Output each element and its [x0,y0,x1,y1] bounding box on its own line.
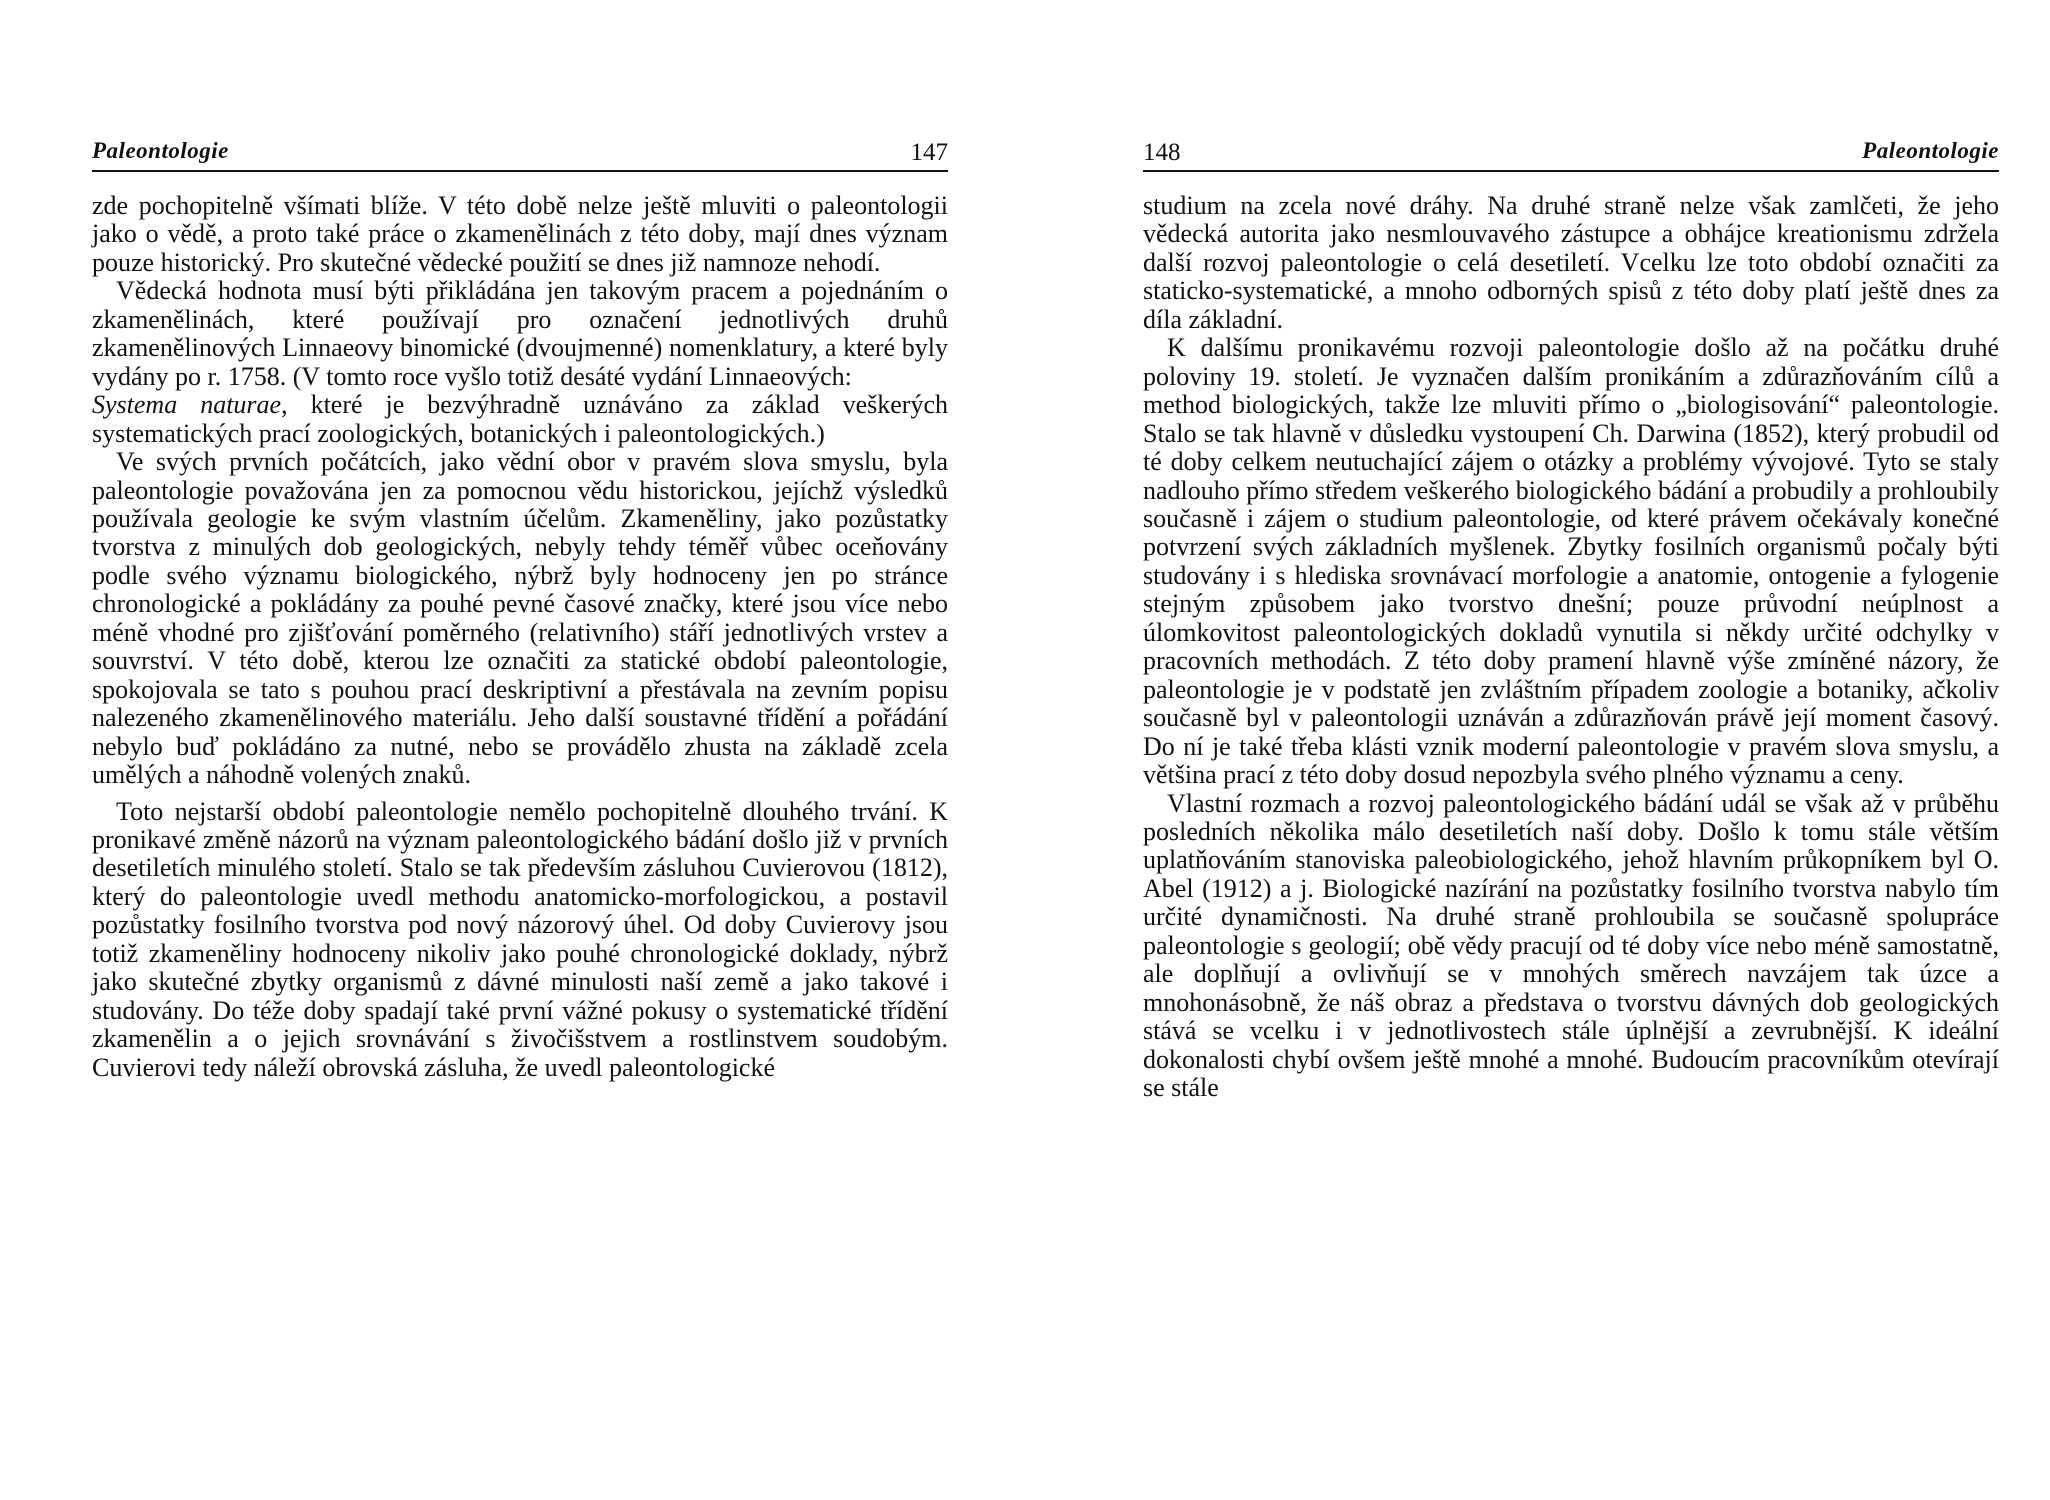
left-page-header [92,134,948,172]
paragraph: K dalšímu pronikavému rozvoji paleontologie došlo až na počátku druhé poloviny 19. století. Je vyznačen dalším pronikáním a zdůrazňováním cílů a method biologických, takže lze mluviti přímo o „biologisování“ paleontologie. Stalo se tak hlavně v důsledku vystoupení Ch. Darwina (1852), který probudil od té doby celkem neutuchající zájem o otázky a problémy vývojové. Tyto se staly nadlouho přímo středem veškerého biologického bádání a probudily a prohloubily současně i zájem o studium paleontologie, od které právem očekávaly konečné potvrzení svých základních myšlenek. Zbytky fosilních organismů počaly býti studovány i s hlediska srovnávací morfologie a anatomie, ontogenie a fylogenie stejným způsobem jako tvorstvo dnešní; pouze průvodní neúplnost a úlomkovitost paleontologických dokladů vynutila si někdy určité odchylky v pracovních methodách. Z této doby pramení hlavně výše zmíněné názory, že paleontologie je v podstatě jen zvláštním případem zoologie a botaniky, ačkoliv současně byl v paleontologii uznáván a zdůrazňován právě její moment časový. Do ní je také třeba klásti vznik moderní paleontologie v pravém slova smyslu, a většina prací z této doby dosud nepozbyla svého plného významu a ceny. [1143,333,1999,790]
paragraph: Ve svých prvních počátcích, jako vědní obor v pravém slova smyslu, byla paleontologie považována jen za pomocnou vědu historickou, jejíchž výsledků používala geologie ke svým vlastním účelům. Zkameněliny, jako pozůstatky tvorstva z minulých dob geologických, nebyly tehdy téměř vůbec oceňovány podle svého významu biologického, nýbrž byly hodnoceny jen po stránce chronologické a pokládány za pouhé pevné časové značky, které jsou více nebo méně vhodné pro zjišťování poměrného (relativního) stáří jednotlivých vrstev a souvrství. V této době, kterou lze označiti za statické období paleontologie, spokojovala se tato s pouhou prací deskriptivní a přestávala na zevním popisu nalezeného zkamenělinového materiálu. Jeho další soustavné třídění a pořádání nebylo buď pokládáno za nutné, nebo se provádělo zhusta na základě zcela umělých a náhodně volených znaků. [92,447,948,790]
paragraph-text: Vědecká hodnota musí býti přikládána jen takovým pracem a pojednáním o zkamenělinách, které používají pro označení jednotlivých druhů zkamenělinových Linnaeovy binomické (dvoujmenné) nomenklatury, a které byly vydány po r. 1758. (V tomto roce vyšlo totiž desáté vydání Linnaeových: [92,276,948,391]
paragraph-text: , které je bezvýhradně uznáváno za základ veškerých systematických prací zoologických, botanických i paleontologických.) [92,390,948,448]
left-page-body [92,192,948,1082]
paragraph [92,277,948,448]
right-page-header [1143,134,1999,172]
page-number: 147 [910,139,948,166]
page-number: 148 [1143,139,1181,166]
paragraph: Vlastní rozmach a rozvoj paleontologického bádání udál se však až v průběhu posledních několika málo desetiletích naší doby. Došlo k tomu stále větším uplatňováním stanoviska paleobiologického, jehož hlavním průkopníkem byl O. Abel (1912) a j. Biologické nazírání na pozůstatky fosilního tvorstva nabylo tím určité dynamičnosti. Na druhé straně prohloubila se současně spolupráce paleontologie s geologií; obě vědy pracují od té doby více nebo méně samostatně, ale doplňují a ovlivňují se v mnohých směrech navzájem tak úzce a mnohonásobně, že náš obraz a představa o tvorstvu dávných dob geologických stává se vcelku i v jednotlivostech stále úplnější a zevrubnější. K ideální dokonalosti chybí ovšem ještě mnohé a mnohé. Budoucím pracovníkům otevírají se stále [1143,788,1999,1103]
running-head: Paleontologie [1862,138,1999,163]
book-title: Systema naturae [92,390,282,420]
paragraph: zde pochopitelně všímati blíže. V této době nelze ještě mluviti o paleontologii jako o vědě, a proto také práce o zkamenělinách z této doby, mají dnes význam pouze historický. Pro skutečné vědecké použití se dnes již namnoze nehodí. [92,191,948,277]
right-page [1025,0,2050,1500]
right-page-body [1143,192,1999,1103]
running-head: Paleontologie [92,138,229,163]
paragraph: studium na zcela nové dráhy. Na druhé straně nelze však zamlčeti, že jeho vědecká autorita jako nesmlouvavého zástupce a obhájce kreationismu zdržela další rozvoj paleontologie o celá desetiletí. Vcelku lze toto období označiti za staticko-systematické, a mnoho odborných spisů z této doby platí ještě dnes za díla základní. [1143,191,1999,334]
paragraph: Toto nejstarší období paleontologie nemělo pochopitelně dlouhého trvání. K pronikavé změně názorů na význam paleontologického bádání došlo již v prvních desetiletích minulého století. Stalo se tak především zásluhou Cuvierovou (1812), který do paleontologie uvedl methodu anatomicko-morfologickou, a postavil pozůstatky fosilního tvorstva pod nový názorový úhel. Od doby Cuvierovy jsou totiž zkameněliny hodnoceny nikoliv jako pouhé chronologické doklady, nýbrž jako skutečné zbytky organismů z dávné minulosti naší země a jako takové i studovány. Do téže doby spadají také první vážné pokusy o systematické třídění zkamenělin a o jejich srovnávání s živočišstvem a rostlinstvem soudobým. Cuvierovi tedy náleží obrovská zásluha, že uvedl paleontologické [92,796,948,1082]
